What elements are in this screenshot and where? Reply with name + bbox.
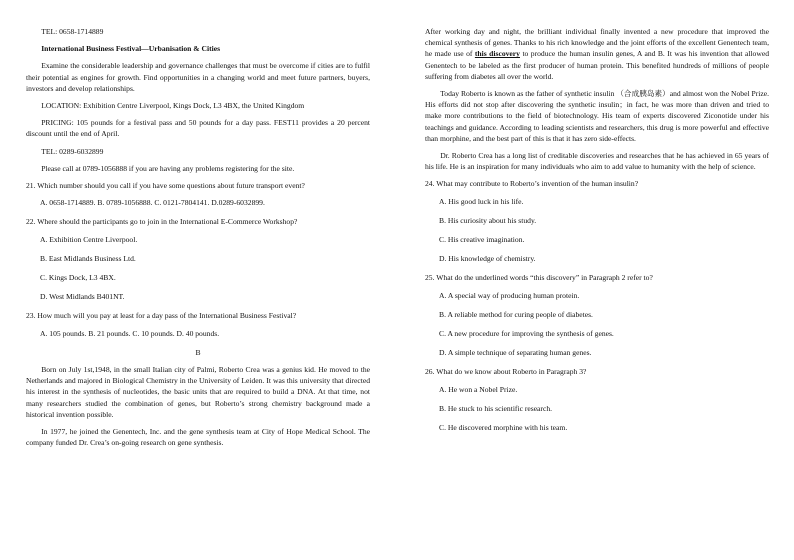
left-column bbox=[26, 26, 370, 454]
question-25-option-d: D. A simple technique of separating human genes. bbox=[439, 348, 592, 358]
question-24: 24. What may contribute to Roberto’s invention of the human insulin? bbox=[425, 179, 639, 189]
question-26-option-c: C. He discovered morphine with his team. bbox=[439, 423, 568, 433]
question-22-option-c: C. Kings Dock, L3 4BX. bbox=[40, 273, 116, 283]
paragraph-text-end: to produce the human insulin genes, A and B. It was his invention that allowed Genentech to be labeled as the first producer of human protein. This benefited hundreds of millions of people suffering from diabetes all over the world. bbox=[425, 49, 769, 81]
right-column bbox=[425, 26, 769, 441]
paragraph-text: After working day and night, the brilliant individual finally invented a new procedure that improved the chemical synthesis of genes. Thanks to his rich knowledge and the joint efforts of the excellent Genentech team, he made use of bbox=[425, 27, 769, 59]
passage-b-paragraph-1: Born on July 1st,1948, in the small Italian city of Palmi, Roberto Crea was a genius kid. He moved to the Netherlands and majored in Biological Chemistry in the University of Leiden. It was this university that directed his interest in the synthesis of nucleotides, the basic units that are required to build a DNA. At that time, not many researchers studied the combination of genes, but Roberto’s strong chemistry background made a historical invention possible. bbox=[26, 365, 370, 419]
question-24-option-b: B. His curiosity about his study. bbox=[439, 215, 537, 225]
question-25: 25. What do the underlined words “this discovery” in Paragraph 2 refer to? bbox=[425, 273, 653, 283]
passage-b-paragraph-4: Dr. Roberto Crea has a long list of creditable discoveries and researches that he has achieved in 65 years of his life. He is an inspiration for many individuals who aim to add value to humanity with the help of science. bbox=[425, 151, 769, 172]
passage-b-paragraph-2-continued bbox=[425, 26, 769, 82]
call-line: Please call at 0789-1056888 if you are having any problems registering for the site. bbox=[41, 163, 295, 173]
question-24-option-a: A. His good luck in his life. bbox=[439, 196, 524, 206]
festival-description: Examine the considerable leadership and governance challenges that must be overcome if cities are to fulfil their potential as engines for growth. Find opportunities in a changing world and meet future partners, buyers, investors and develop relationships. bbox=[26, 61, 370, 93]
tel-line-2: TEL: 0289-6032899 bbox=[41, 146, 104, 156]
question-21-options: A. 0658-1714889. B. 0789-1056888. C. 0121-7804141. D.0289-6032899. bbox=[40, 198, 265, 208]
question-25-option-b: B. A reliable method for curing people of diabetes. bbox=[439, 309, 593, 319]
question-23-options: A. 105 pounds. B. 21 pounds. C. 10 pounds. D. 40 pounds. bbox=[40, 328, 220, 338]
question-22-option-a: A. Exhibition Centre Liverpool. bbox=[40, 234, 138, 244]
underlined-this-discovery: this discovery bbox=[474, 49, 520, 59]
question-22: 22. Where should the participants go to join in the International E-Commerce Workshop? bbox=[26, 217, 298, 227]
passage-b-paragraph-2: In 1977, he joined the Genentech, Inc. and the gene synthesis team at City of Hope Medical School. The company funded Dr. Crea’s on-going research on gene synthesis. bbox=[26, 427, 370, 448]
pricing-line: PRICING: 105 pounds for a festival pass and 50 pounds for a day pass. FEST11 provides a 20 percent discount until the end of April. bbox=[26, 118, 370, 139]
question-25-option-c: C. A new procedure for improving the synthesis of genes. bbox=[439, 329, 614, 339]
question-23: 23. How much will you pay at least for a day pass of the International Business Festival? bbox=[26, 311, 297, 321]
question-24-option-c: C. His creative imagination. bbox=[439, 235, 525, 245]
location-line: LOCATION: Exhibition Centre Liverpool, Kings Dock, L3 4BX, the United Kingdom bbox=[41, 101, 305, 111]
question-24-option-d: D. His knowledge of chemistry. bbox=[439, 254, 536, 264]
question-26-option-a: A. He won a Nobel Prize. bbox=[439, 384, 518, 394]
question-26-option-b: B. He stuck to his scientific research. bbox=[439, 403, 553, 413]
question-22-option-b: B. East Midlands Business Ltd. bbox=[40, 253, 136, 263]
passage-b-paragraph-3: Today Roberto is known as the father of synthetic insulin （合成胰岛素）and almost won the Nobel Prize. His efforts did not stop after discovering the synthetic insulin；in fact, he was more than driven and tried to make more contributions to the field of biotechnology. His team of experts discovered Ziconotide under his teachings and guidance. According to leading scientists and researchers, this drug is more powerful and effective than morphine, and the best part of this is that it has zero side-effects. bbox=[425, 89, 769, 143]
section-b-heading: B bbox=[195, 347, 201, 357]
question-22-option-d: D. West Midlands B401NT. bbox=[40, 292, 125, 302]
festival-title: International Business Festival—Urbanisation & Cities bbox=[41, 44, 221, 54]
question-25-option-a: A. A special way of producing human protein. bbox=[439, 290, 580, 300]
tel-line-1: TEL: 0658-1714889 bbox=[41, 27, 104, 36]
question-26: 26. What do we know about Roberto in Paragraph 3? bbox=[425, 367, 587, 377]
question-21: 21. Which number should you call if you have some questions about future transport event? bbox=[26, 181, 305, 191]
